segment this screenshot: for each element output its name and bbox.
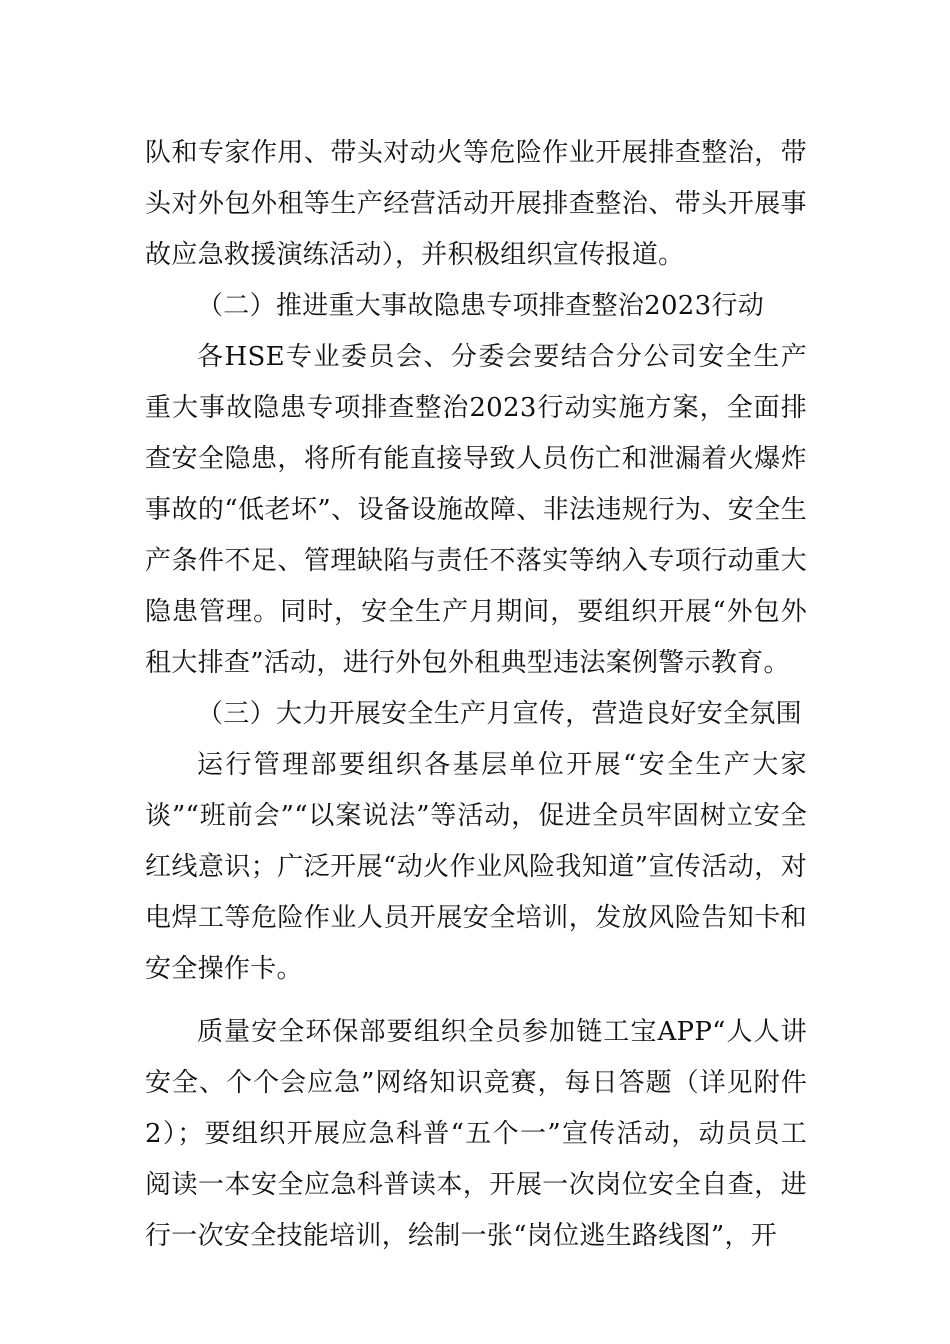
section-heading-3: （三）大力开展安全生产月宣传，营造良好安全氛围	[197, 699, 802, 729]
paragraph-quality-safety-department: 质量安全环保部要组织全员参加链工宝APP“人人讲安全、个个会应急”网络知识竞赛，每日答题（详见附件2）；要组织开展应急科普“五个一”宣传活动，动员员工阅读一本安全应急科普读本，开展一次岗位安全自查，进行一次安全技能培训，绘制一张“岗位逃生路线图”，开	[145, 1017, 807, 1251]
document-body	[145, 128, 807, 1262]
paragraph-continuation: 队和专家作用、带头对动火等危险作业开展排查整治，带头对外包外租等生产经营活动开展排查整治、带头开展事故应急救援演练活动），并积极组织宣传报道。	[145, 138, 807, 270]
paragraph-operations-department: 运行管理部要组织各基层单位开展“安全生产大家谈”“班前会”“以案说法”等活动，促进全员牢固树立安全红线意识；广泛开展“动火作业风险我知道”宣传活动，对电焊工等危险作业人员开展安全培训，发放风险告知卡和安全操作卡。	[145, 750, 807, 984]
section-heading-2: （二）推进重大事故隐患专项排查整治2023行动	[197, 291, 765, 321]
paragraph-hazard-inspection: 各HSE专业委员会、分委会要结合分公司安全生产重大事故隐患专项排查整治2023行动实施方案，全面排查安全隐患，将所有能直接导致人员伤亡和泄漏着火爆炸事故的“低老坏”、设备设施故障、非法违规行为、安全生产条件不足、管理缺陷与责任不落实等纳入专项行动重大隐患管理。同时，安全生产月期间，要组织开展“外包外租大排查”活动，进行外包外租典型违法案例警示教育。	[145, 342, 807, 678]
